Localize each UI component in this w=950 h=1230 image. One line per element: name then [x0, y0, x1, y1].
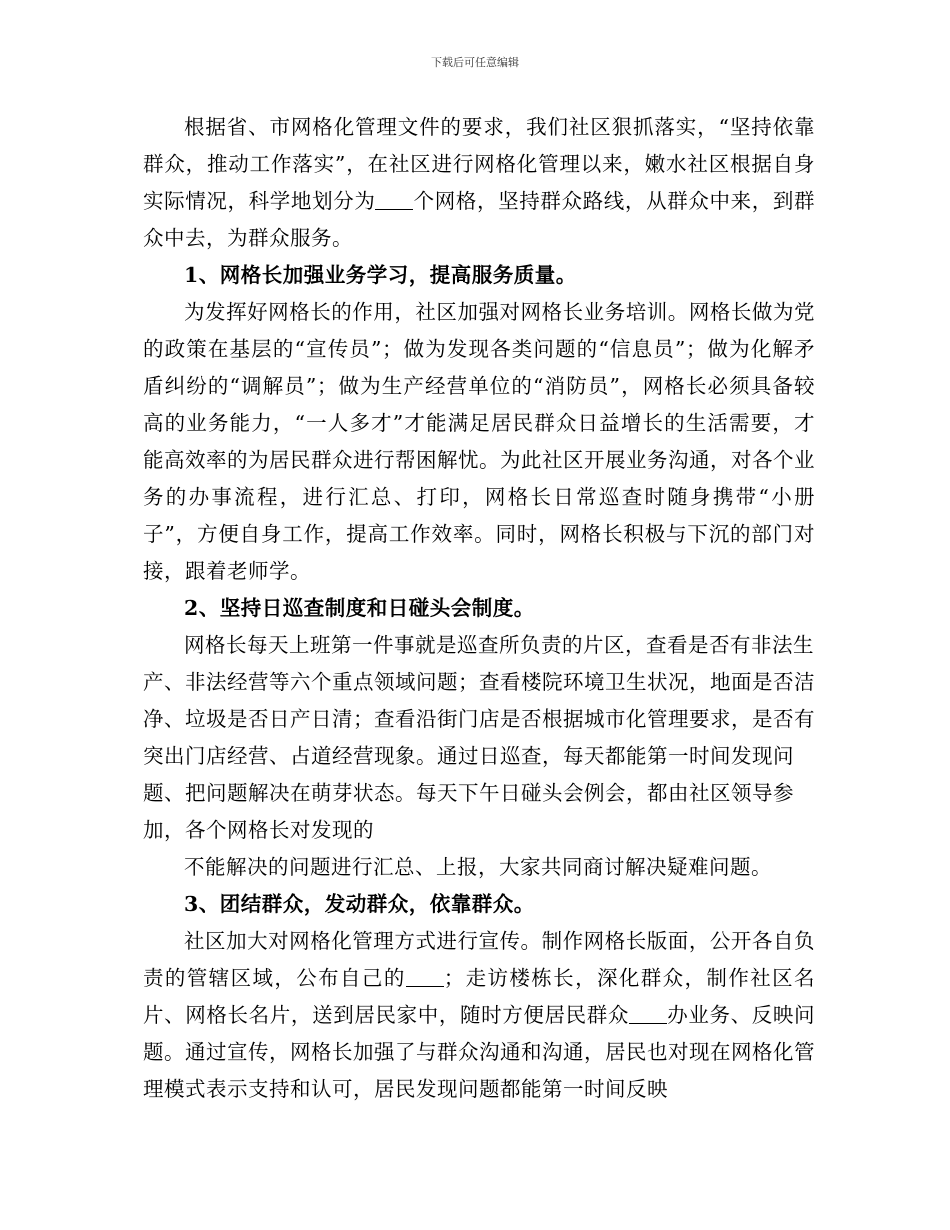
section-3-text-a: 社区加大对网格化管理方式进行宣传。制作网格长版面，公开各自负责的管辖区域，公布自己的 [143, 929, 815, 990]
section-2-paragraph: 网格长每天上班第一件事就是巡查所负责的片区，查看是否有非法生产、非法经营等六个重点领域问题；查看楼院环境卫生状况，地面是否洁净、垃圾是否日产日清；查看沿街门店是否根据城市化管理要求，是否有突出门店经营、占道经营现象。通过日巡查，每天都能第一时间发现问题、把问题解决在萌芽状态。每天下午日碰头会例会，都由社区领导参加，各个网格长对发现的 [143, 633, 815, 842]
section-2-continuation: 不能解决的问题进行汇总、上报，大家共同商讨解决疑难问题。 [184, 855, 772, 879]
section-heading-1: 1、网格长加强业务学习，提高服务质量。 [184, 263, 577, 287]
blank-line [406, 985, 444, 987]
intro-text-b: 个网格，坚持群众路线，从群众中来，到群众中去，为群众服务。 [143, 189, 816, 250]
section-heading-3: 3、团结群众，发动群众，依靠群众。 [184, 892, 535, 916]
blank-line [629, 1022, 667, 1024]
section-3-text-c: 办业务、反映问题。通过宣传，网格长加强了与群众沟通和沟通，居民也对现在网格化管理模式表示支持和认可，居民发现问题都能第一时间反映 [143, 1003, 816, 1101]
document-body [143, 109, 815, 1108]
intro-paragraph [143, 109, 815, 257]
section-heading-2: 2、坚持日巡查制度和日碰头会制度。 [184, 596, 535, 620]
section-3-text-b: ；走访楼栋长，深化群众，制作社区名片、网格长名片，送到居民家中，随时方便居民群众 [143, 966, 816, 1027]
section-3-paragraph [143, 923, 815, 1108]
section-1-paragraph: 为发挥好网格长的作用，社区加强对网格长业务培训。网格长做为党的政策在基层的“宣传员”；做为发现各类问题的“信息员”；做为化解矛盾纠纷的“调解员”；做为生产经营单位的“消防员”，网格长必须具备较高的业务能力，“一人多才”才能满足居民群众日益增长的生活需要，才能高效率的为居民群众进行帮困解忧。为此社区开展业务沟通，对各个业务的办事流程，进行汇总、打印，网格长日常巡查时随身携带“小册子”，方便自身工作，提高工作效率。同时，网格长积极与下沉的部门对接，跟着老师学。 [143, 300, 815, 583]
intro-text-a: 根据省、市网格化管理文件的要求，我们社区狠抓落实，“坚持依靠群众，推动工作落实”，在社区进行网格化管理以来，嫩水社区根据自身实际情况，科学地划分为 [143, 115, 815, 213]
blank-line [375, 208, 413, 210]
page-header: 下载后可任意编辑 [431, 56, 519, 69]
